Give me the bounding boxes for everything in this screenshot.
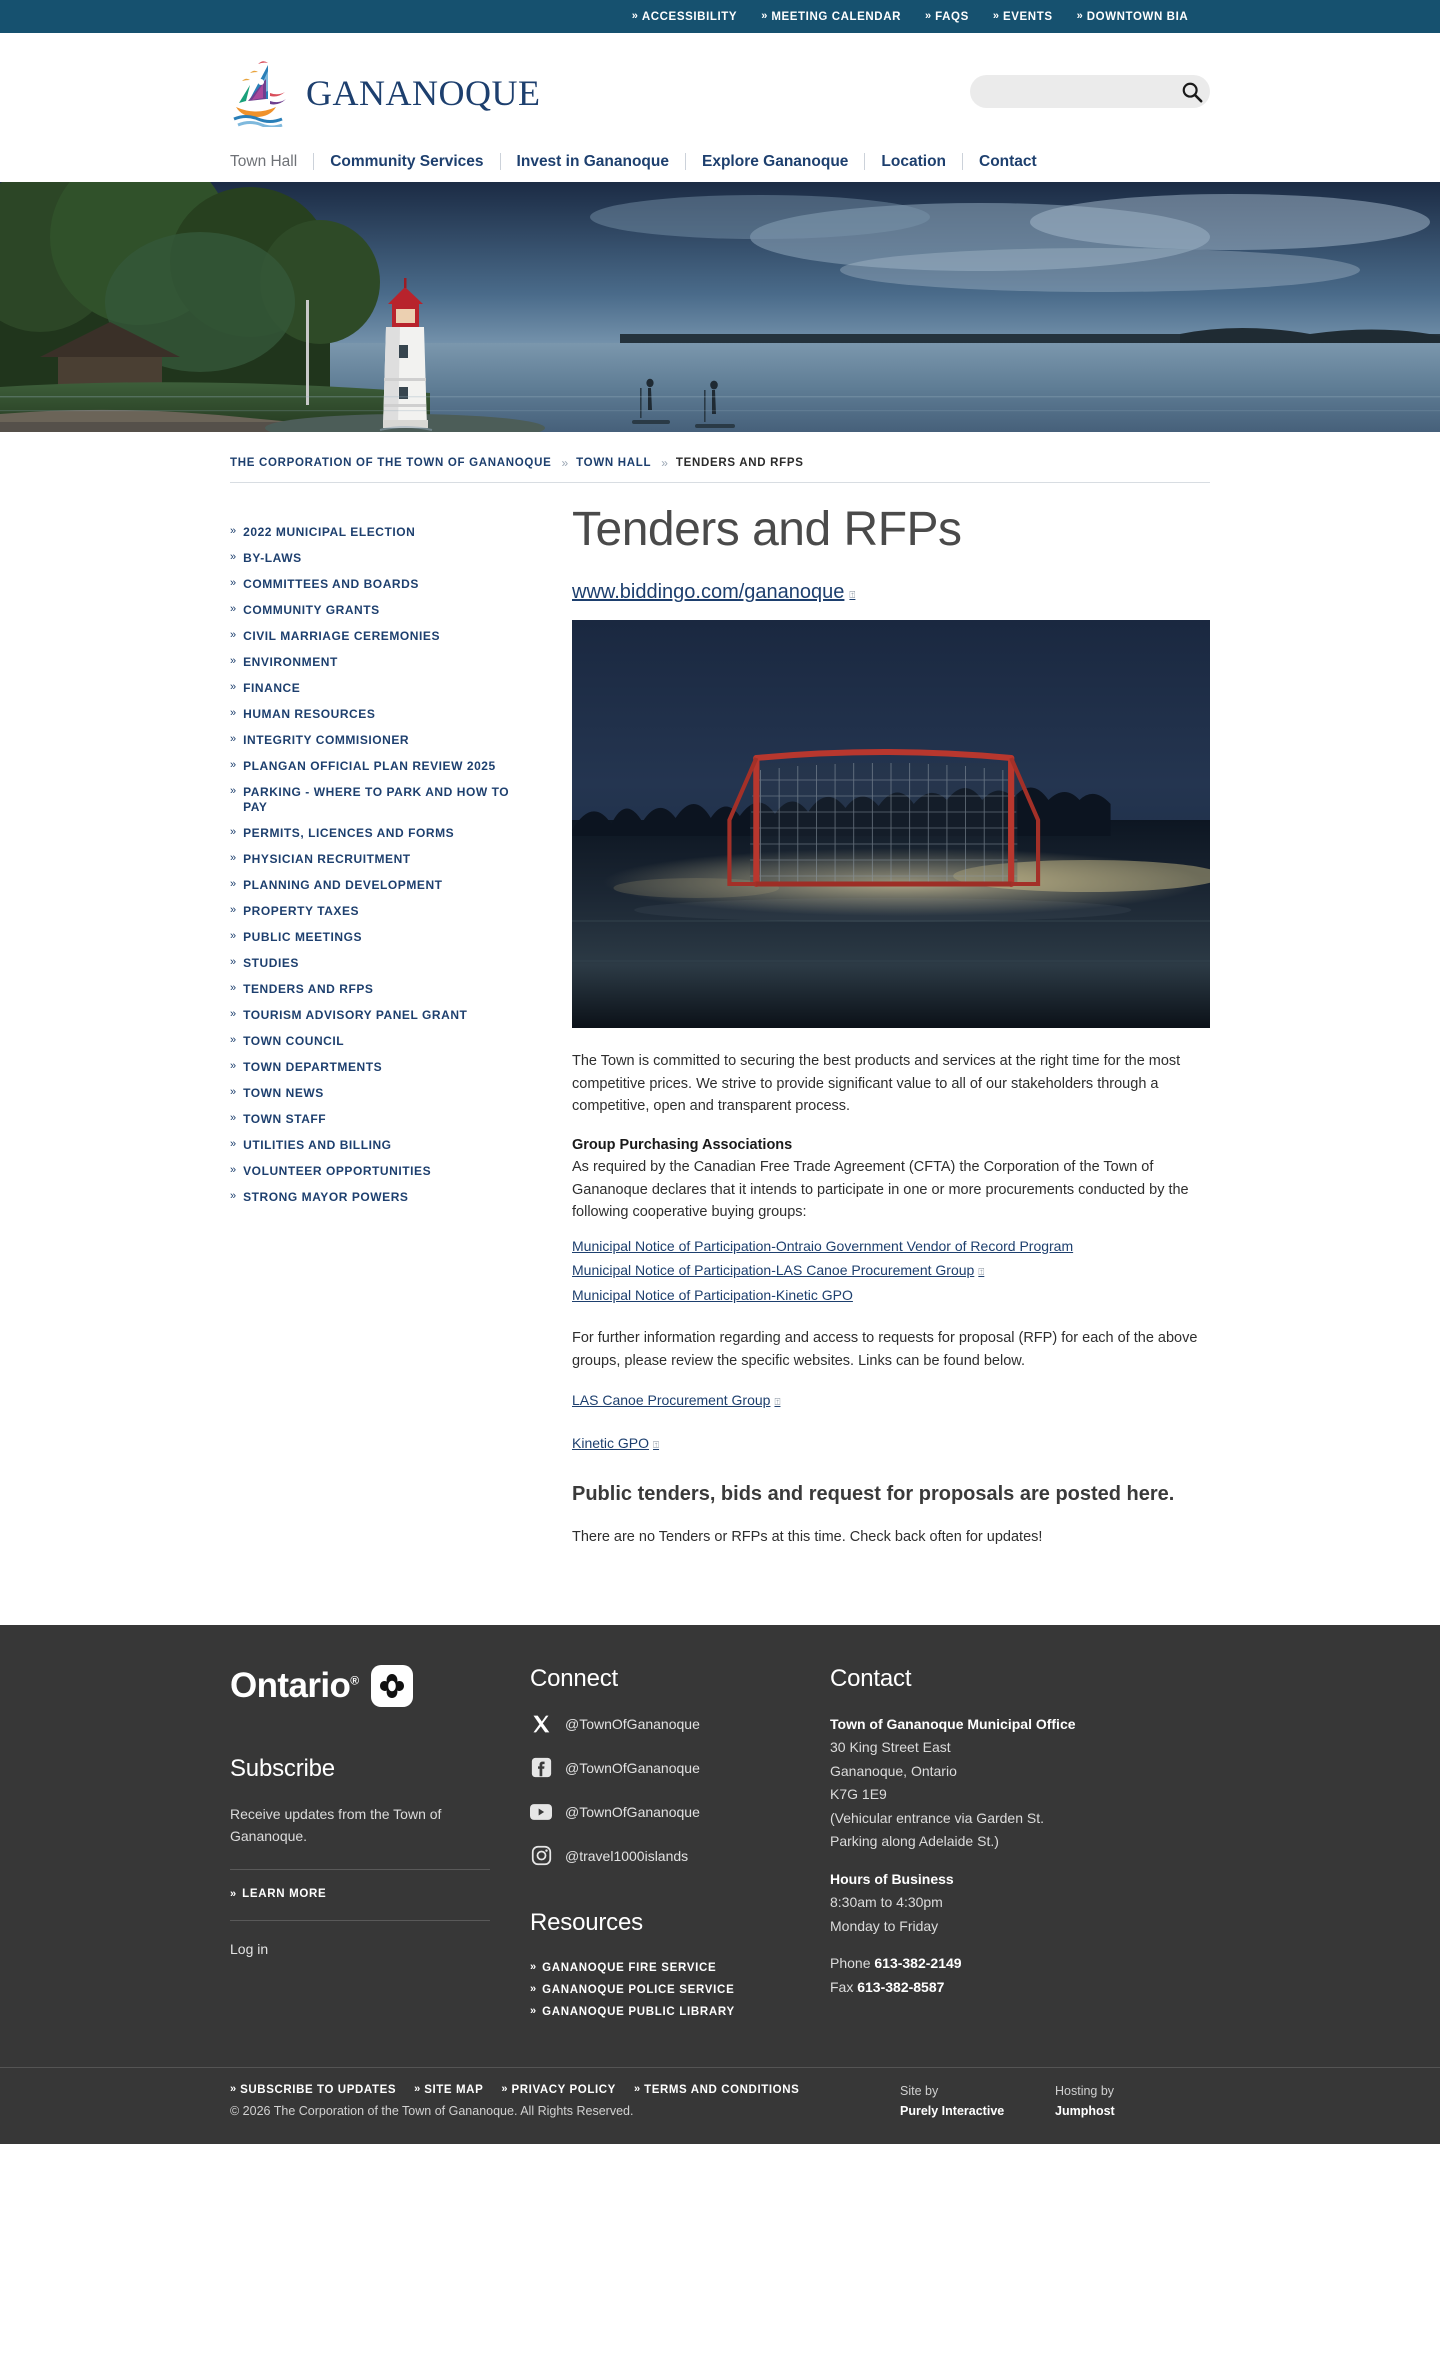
contact-hours xyxy=(830,1868,1210,1939)
sidebar-item-physician-recruitment[interactable] xyxy=(230,846,530,872)
learn-more-label: LEARN MORE xyxy=(242,1888,327,1901)
double-chevron-icon: » xyxy=(761,10,766,22)
ontario-logo xyxy=(230,1665,490,1707)
nav-community-services[interactable]: Community Services xyxy=(314,153,500,170)
notice-links-list xyxy=(572,1234,1210,1308)
group-purchasing-block xyxy=(572,1134,1210,1224)
utility-link-label: EVENTS xyxy=(1003,10,1053,23)
double-chevron-icon: » xyxy=(230,1137,235,1150)
contact-office-name: Town of Gananoque Municipal Office xyxy=(830,1715,1076,1732)
utility-link-downtown-bia[interactable] xyxy=(1077,11,1189,23)
hosting-by-value[interactable]: Jumphost xyxy=(1055,2103,1115,2118)
double-chevron-icon: » xyxy=(230,851,235,864)
double-chevron-icon: » xyxy=(530,2005,535,2018)
footer-link-site-map[interactable] xyxy=(414,2084,483,2096)
subscribe-text: Receive updates from the Town of Gananoque. xyxy=(230,1805,442,1845)
ontario-trillium-icon xyxy=(371,1665,413,1707)
link-las-canoe-procurement-group[interactable] xyxy=(572,1388,780,1413)
sidebar-item-label: CIVIL MARRIAGE CEREMONIES xyxy=(243,628,441,643)
facebook-icon xyxy=(530,1757,552,1779)
external-link-icon: ⍐ xyxy=(653,1439,660,1451)
sidebar-item-utilities-and-billing[interactable] xyxy=(230,1132,530,1158)
double-chevron-icon: » xyxy=(230,602,235,615)
group-purchasing-paragraph: As required by the Canadian Free Trade Agreement (CFTA) the Corporation of the Town of Gananoque declares that it intends to participate in one or more procurements conducted by the following cooperative buying groups: xyxy=(572,1159,1189,1221)
site-search[interactable] xyxy=(970,75,1210,108)
footer-link-label: SITE MAP xyxy=(424,2083,484,2096)
footer-bottom-links xyxy=(230,2084,900,2096)
sidebar-item-label: COMMITTEES AND BOARDS xyxy=(243,576,419,591)
sidebar-item-label: VOLUNTEER OPPORTUNITIES xyxy=(243,1163,432,1178)
instagram-icon xyxy=(530,1845,552,1867)
nav-contact[interactable]: Contact xyxy=(979,153,1037,170)
notice-link-label: Municipal Notice of Participation-Kinetic GPO xyxy=(572,1286,853,1303)
utility-link-label: MEETING CALENDAR xyxy=(771,10,902,23)
group-site-link-row xyxy=(572,1431,1210,1456)
utility-link-label: DOWNTOWN BIA xyxy=(1086,10,1189,23)
double-chevron-icon: » xyxy=(230,550,235,563)
double-chevron-icon: » xyxy=(992,10,997,22)
sidebar-item-studies[interactable] xyxy=(230,950,530,976)
sidebar-item-label: FINANCE xyxy=(243,680,301,695)
double-chevron-icon: » xyxy=(230,1059,235,1072)
double-chevron-icon: » xyxy=(230,877,235,890)
double-chevron-icon: » xyxy=(230,1007,235,1020)
footer-link-terms-and-conditions[interactable] xyxy=(634,2084,799,2096)
external-link-icon: ⍐ xyxy=(978,1267,985,1279)
notice-link-las-canoe[interactable] xyxy=(572,1258,984,1283)
sidebar-item-property-taxes[interactable] xyxy=(230,898,530,924)
main-navigation xyxy=(0,153,1440,182)
sidebar-item-label: TOWN NEWS xyxy=(243,1085,324,1100)
group-site-link-row xyxy=(572,1388,1210,1413)
main-content xyxy=(564,505,1210,1565)
connect-heading: Connect xyxy=(530,1664,618,1692)
phone-label: Phone xyxy=(830,1955,871,1972)
site-by-credit xyxy=(900,2084,1055,2120)
social-handle: @TownOfGananoque xyxy=(565,1803,700,1820)
resource-link-label: GANANOQUE PUBLIC LIBRARY xyxy=(542,2005,735,2018)
ontario-wordmark: Ontario® xyxy=(230,1665,359,1705)
double-chevron-icon: » xyxy=(561,456,567,471)
x-twitter-icon xyxy=(530,1713,552,1735)
link-kinetic-gpo[interactable] xyxy=(572,1431,659,1456)
sidebar-item-label: ENVIRONMENT xyxy=(243,654,338,669)
page-title: Tenders and RFPs xyxy=(572,503,962,557)
nav-location[interactable]: Location xyxy=(865,153,963,170)
sidebar-item-plangan-official-plan-review-2025[interactable] xyxy=(230,753,530,779)
utility-link-accessibility[interactable] xyxy=(632,11,737,23)
group-site-link-label: Kinetic GPO xyxy=(572,1434,650,1451)
site-logo[interactable] xyxy=(230,51,540,127)
sidebar-item-label: TENDERS AND RFPS xyxy=(243,981,374,996)
notice-link-label: Municipal Notice of Participation-Ontraio Government Vendor of Record Program xyxy=(572,1237,1074,1254)
sidebar-item-2022-municipal-election[interactable] xyxy=(230,519,530,545)
utility-links xyxy=(632,11,1209,23)
sidebar-item-tourism-advisory-panel-grant[interactable] xyxy=(230,1002,530,1028)
hockey-net-photo xyxy=(572,620,1210,1028)
divider xyxy=(230,1920,490,1921)
contact-heading: Contact xyxy=(830,1664,912,1692)
further-info-paragraph: For further information regarding and access to requests for proposal (RFP) for each of the above groups, please review the specific websites. Links can be found below. xyxy=(572,1330,1198,1369)
double-chevron-icon: » xyxy=(230,955,235,968)
double-chevron-icon: » xyxy=(230,706,235,719)
hours-heading: Hours of Business xyxy=(830,1870,954,1887)
double-chevron-icon: » xyxy=(230,929,235,942)
notice-link-label: Municipal Notice of Participation-LAS Canoe Procurement Group xyxy=(572,1262,975,1279)
sidebar-item-integrity-commisioner[interactable] xyxy=(230,727,530,753)
breadcrumb-item-current: TENDERS AND RFPS xyxy=(675,457,804,470)
sidebar-item-strong-mayor-powers[interactable] xyxy=(230,1184,530,1210)
sidebar-item-label: PLANGAN OFFICIAL PLAN REVIEW 2025 xyxy=(243,758,496,773)
section-sidebar-menu xyxy=(230,505,530,1565)
sidebar-item-label: PHYSICIAN RECRUITMENT xyxy=(243,851,411,866)
subscribe-learn-more-link[interactable] xyxy=(230,1886,490,1920)
sidebar-item-permits-licences-and-forms[interactable] xyxy=(230,820,530,846)
site-by-label: Site by xyxy=(900,2083,939,2098)
fax-label: Fax xyxy=(830,1978,854,1995)
utility-link-faqs[interactable] xyxy=(925,11,969,23)
nav-invest-in-gananoque[interactable]: Invest in Gananoque xyxy=(501,153,686,170)
footer-link-privacy-policy[interactable] xyxy=(501,2084,616,2096)
nav-explore-gananoque[interactable]: Explore Gananoque xyxy=(686,153,865,170)
sidebar-item-label: PROPERTY TAXES xyxy=(243,903,360,918)
footer-link-label: PRIVACY POLICY xyxy=(511,2083,616,2096)
double-chevron-icon: » xyxy=(230,654,235,667)
sidebar-item-town-staff[interactable] xyxy=(230,1106,530,1132)
sidebar-item-label: PERMITS, LICENCES AND FORMS xyxy=(243,825,455,840)
contact-phone-fax xyxy=(830,1952,1210,1999)
double-chevron-icon: » xyxy=(230,524,235,537)
sidebar-item-town-council[interactable] xyxy=(230,1028,530,1054)
phone-number: 613-382-2149 xyxy=(874,1955,962,1972)
resource-link-label: GANANOQUE POLICE SERVICE xyxy=(542,1983,735,1996)
double-chevron-icon: » xyxy=(631,10,636,22)
social-handle: @TownOfGananoque xyxy=(565,1715,700,1732)
youtube-icon xyxy=(530,1801,552,1823)
utility-link-label: FAQS xyxy=(935,10,969,23)
sidebar-item-community-grants[interactable] xyxy=(230,597,530,623)
copyright-text: © 2026 The Corporation of the Town of Gananoque. All Rights Reserved. xyxy=(230,2103,634,2118)
resource-link-fire-service[interactable] xyxy=(530,1957,800,1979)
site-footer xyxy=(0,1625,1440,2144)
contact-address xyxy=(830,1713,1210,1854)
divider xyxy=(230,1869,490,1870)
social-handle: @travel1000islands xyxy=(565,1847,689,1864)
external-link-icon: ⍐ xyxy=(774,1397,781,1409)
page-body xyxy=(220,483,1220,1625)
site-by-value[interactable]: Purely Interactive xyxy=(900,2103,1005,2118)
double-chevron-icon: » xyxy=(661,456,666,471)
nav-town-hall[interactable]: Town Hall xyxy=(230,153,314,170)
sidebar-item-label: HUMAN RESOURCES xyxy=(243,706,376,721)
sidebar-item-label: PUBLIC MEETINGS xyxy=(243,929,363,944)
double-chevron-icon: » xyxy=(230,628,235,641)
double-chevron-icon: » xyxy=(1076,10,1081,22)
sidebar-item-label: INTEGRITY COMMISIONER xyxy=(243,732,410,747)
address-line: K7G 1E9 xyxy=(830,1786,887,1803)
double-chevron-icon: » xyxy=(230,680,235,693)
social-handle: @TownOfGananoque xyxy=(565,1759,700,1776)
sidebar-item-label: TOWN COUNCIL xyxy=(243,1033,345,1048)
sidebar-item-label: 2022 MUNICIPAL ELECTION xyxy=(243,524,416,539)
hosting-by-label: Hosting by xyxy=(1055,2083,1115,2098)
footer-column-connect xyxy=(530,1665,830,2023)
sidebar-item-tenders-and-rfps[interactable] xyxy=(230,976,530,1002)
double-chevron-icon: » xyxy=(230,981,235,994)
no-tenders-message: There are no Tenders or RFPs at this time. Check back often for updates! xyxy=(572,1529,1043,1546)
group-site-link-label: LAS Canoe Procurement Group xyxy=(572,1392,771,1409)
sidebar-item-volunteer-opportunities[interactable] xyxy=(230,1158,530,1184)
double-chevron-icon: » xyxy=(501,2083,506,2096)
resource-link-police-service[interactable] xyxy=(530,1979,800,2001)
biddingo-link-label: www.biddingo.com/gananoque xyxy=(572,581,845,604)
sidebar-item-by-laws[interactable] xyxy=(230,545,530,571)
sidebar-item-label: PARKING - WHERE TO PARK AND HOW TO PAY xyxy=(243,784,510,814)
double-chevron-icon: » xyxy=(230,732,235,745)
double-chevron-icon: » xyxy=(230,784,235,797)
sidebar-item-label: STUDIES xyxy=(243,955,299,970)
breadcrumb-item-town-hall[interactable]: TOWN HALL xyxy=(576,457,652,470)
utility-link-meeting-calendar[interactable] xyxy=(761,11,901,23)
sidebar-item-human-resources[interactable] xyxy=(230,701,530,727)
social-link-instagram[interactable] xyxy=(530,1845,800,1867)
sidebar-item-public-meetings[interactable] xyxy=(230,924,530,950)
address-line: (Vehicular entrance via Garden St. xyxy=(830,1809,1045,1826)
double-chevron-icon: » xyxy=(230,903,235,916)
double-chevron-icon: » xyxy=(633,2083,639,2096)
breadcrumb-region xyxy=(220,432,1220,483)
utility-bar xyxy=(0,0,1440,33)
search-input[interactable] xyxy=(970,84,1174,99)
breadcrumb-item-corporation[interactable]: THE CORPORATION OF THE TOWN OF GANANOQUE xyxy=(230,457,552,470)
notice-link-ontario-vendor-of-record[interactable] xyxy=(572,1234,1073,1259)
double-chevron-icon: » xyxy=(230,1033,235,1046)
social-link-x-twitter[interactable] xyxy=(530,1713,800,1735)
footer-link-subscribe-to-updates[interactable] xyxy=(230,2084,396,2096)
search-icon xyxy=(1181,81,1203,103)
double-chevron-icon: » xyxy=(230,576,235,589)
hosting-by-credit xyxy=(1055,2084,1210,2120)
sidebar-item-label: STRONG MAYOR POWERS xyxy=(243,1189,409,1204)
address-line: 30 King Street East xyxy=(830,1739,951,1756)
notice-link-row xyxy=(572,1258,1210,1283)
footer-column-subscribe xyxy=(230,1665,530,2023)
sidebar-item-label: UTILITIES AND BILLING xyxy=(243,1137,392,1152)
posted-here-heading: Public tenders, bids and request for proposals are posted here. xyxy=(572,1483,1175,1506)
sidebar-item-civil-marriage-ceremonies[interactable] xyxy=(230,623,530,649)
sidebar-item-label: PLANNING AND DEVELOPMENT xyxy=(243,877,443,892)
sidebar-item-committees-and-boards[interactable] xyxy=(230,571,530,597)
group-purchasing-heading: Group Purchasing Associations xyxy=(572,1136,793,1153)
sidebar-item-finance[interactable] xyxy=(230,675,530,701)
hours-line: Monday to Friday xyxy=(830,1917,939,1934)
address-line: Parking along Adelaide St.) xyxy=(830,1833,999,1850)
sidebar-item-label: COMMUNITY GRANTS xyxy=(243,602,380,617)
resource-link-label: GANANOQUE FIRE SERVICE xyxy=(542,1961,717,1974)
double-chevron-icon: » xyxy=(230,1189,235,1202)
utility-link-label: ACCESSIBILITY xyxy=(641,10,738,23)
double-chevron-icon: » xyxy=(414,2083,419,2096)
search-button[interactable] xyxy=(1174,75,1210,108)
footer-column-contact xyxy=(830,1665,1210,2023)
sidebar-item-label: BY-LAWS xyxy=(243,550,302,565)
sidebar-item-planning-and-development[interactable] xyxy=(230,872,530,898)
double-chevron-icon: » xyxy=(230,2083,235,2096)
ontario-label: Ontario xyxy=(230,1665,351,1705)
social-link-youtube[interactable] xyxy=(530,1801,800,1823)
external-link-icon: ⍐ xyxy=(849,590,856,602)
address-line: Gananoque, Ontario xyxy=(830,1762,957,1779)
subscribe-heading: Subscribe xyxy=(230,1754,335,1782)
intro-paragraph: The Town is committed to securing the best products and services at the right time for the most competitive prices. We strive to provide significant value to all of our stakeholders through a competitive, open and transparent process. xyxy=(572,1053,1181,1115)
resources-heading: Resources xyxy=(530,1908,643,1936)
gananoque-sailboat-logo-icon xyxy=(230,51,296,127)
social-link-facebook[interactable] xyxy=(530,1757,800,1779)
footer-link-label: TERMS AND CONDITIONS xyxy=(644,2083,800,2096)
biddingo-link[interactable] xyxy=(572,581,855,604)
double-chevron-icon: » xyxy=(925,10,930,22)
sidebar-item-town-news[interactable] xyxy=(230,1080,530,1106)
double-chevron-icon: » xyxy=(230,1887,235,1900)
double-chevron-icon: » xyxy=(530,1983,535,1996)
double-chevron-icon: » xyxy=(230,1085,235,1098)
sidebar-item-parking[interactable] xyxy=(230,779,530,820)
notice-link-row xyxy=(572,1234,1210,1259)
sidebar-item-label: TOURISM ADVISORY PANEL GRANT xyxy=(243,1007,468,1022)
sidebar-item-label: TOWN STAFF xyxy=(243,1111,327,1126)
site-header xyxy=(0,33,1440,153)
double-chevron-icon: » xyxy=(230,758,235,771)
double-chevron-icon: » xyxy=(530,1961,535,1974)
resource-link-public-library[interactable] xyxy=(530,2001,800,2023)
hero-banner-lighthouse xyxy=(0,182,1440,432)
utility-link-events[interactable] xyxy=(993,11,1053,23)
double-chevron-icon: » xyxy=(230,1111,235,1124)
footer-login-link[interactable]: Log in xyxy=(230,1941,269,1958)
footer-bottom-left xyxy=(230,2084,900,2120)
logo-wordmark: gananoque xyxy=(306,60,541,117)
double-chevron-icon: » xyxy=(230,1163,235,1176)
hours-line: 8:30am to 4:30pm xyxy=(830,1894,943,1911)
sidebar-item-town-departments[interactable] xyxy=(230,1054,530,1080)
footer-bottom-bar xyxy=(0,2067,1440,2144)
breadcrumb xyxy=(230,456,1210,483)
footer-link-label: SUBSCRIBE TO UPDATES xyxy=(240,2083,397,2096)
notice-link-row xyxy=(572,1283,1210,1308)
double-chevron-icon: » xyxy=(230,825,235,838)
sidebar-item-label: TOWN DEPARTMENTS xyxy=(243,1059,383,1074)
notice-link-kinetic-gpo[interactable] xyxy=(572,1283,853,1308)
sidebar-item-environment[interactable] xyxy=(230,649,530,675)
fax-number: 613-382-8587 xyxy=(857,1978,945,1995)
